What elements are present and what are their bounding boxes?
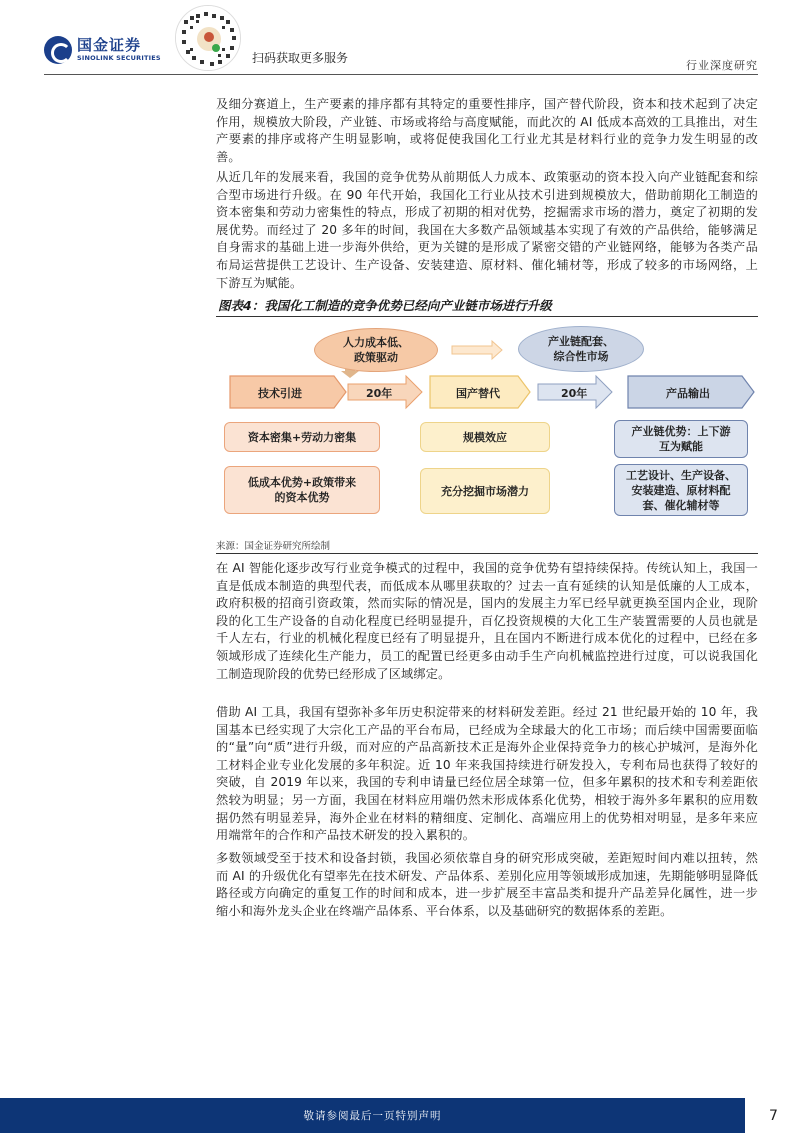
- mid-box-2-text: 充分挖掘市场潜力: [441, 484, 529, 498]
- arrow2-label: 20年: [561, 387, 588, 400]
- top-left-oval-text: 人力成本低、 政策驱动: [343, 336, 409, 364]
- logo-cn-text: 国金证券: [77, 36, 142, 55]
- logo-icon: [44, 36, 72, 64]
- right-box-1: [614, 420, 748, 458]
- right-box-1-text: 产业链优势：上下游 互为赋能: [631, 425, 731, 453]
- arrow1-label: 20年: [366, 387, 393, 400]
- stage2-label: 国产替代: [456, 387, 500, 400]
- left-box-1: [224, 422, 380, 452]
- top-right-oval: [518, 326, 644, 372]
- scan-service-text: 扫码获取更多服务: [252, 51, 349, 65]
- page-footer: [0, 1098, 802, 1133]
- paragraph-4: 借助 AI 工具，我国有望弥补多年历史积淀带来的材料研发差距。经过 21 世纪最开始的 10 年，我国基本已经实现了大宗化工产品的平台布局，已经成为全球最大的化工市场；而后续中国需要面临的“量”向“质”进行升级，而对应的产品高新技术正是海外企业保持竞争力的核心护城河，是海外化工材料企业专业化发展的多年积淀。近 10 年来我国持续进行研发投入，专利布局也获得了较好的突破，自 2019 年以来，我国的专利申请量已经位居全球第一位，但多年累积的技术和专利差距依然较为明显；另一方面，我国在材料应用端仍然未形成体系化优势，相较于海外多年累积的应用数据仍然有明显差异，海外企业在材料的精细度、定制化、高端应用上的优势相对明显，是多年来应用端常年的合作和产品技术研发的投入累积的。: [216, 705, 758, 843]
- mid-box-2: [420, 468, 550, 514]
- figure-source: 来源：国金证券研究所绘制: [216, 541, 331, 552]
- stage3-label: 产品输出: [666, 387, 710, 400]
- disclaimer-text[interactable]: 敬请参阅最后一页特别声明: [303, 1110, 442, 1122]
- page-number: 7: [769, 1107, 778, 1124]
- page-header: [0, 0, 802, 80]
- right-box-2: [614, 464, 748, 516]
- competitive-advantage-diagram: [216, 318, 758, 536]
- qr-code-icon[interactable]: [175, 5, 241, 71]
- stage1-label: 技术引进: [258, 387, 302, 400]
- top-right-oval-text: 产业链配套、 综合性市场: [548, 335, 614, 363]
- mid-box-1-text: 规模效应: [463, 430, 507, 444]
- mid-box-1: [420, 422, 550, 452]
- footer-bar: [0, 1098, 745, 1133]
- source-divider: [216, 553, 758, 554]
- figure-title-divider: [216, 316, 758, 317]
- figure-title: 图表4：我国化工制造的竞争优势已经向产业链市场进行升级: [218, 298, 552, 313]
- logo-en-text: SINOLINK SECURITIES: [77, 54, 161, 63]
- paragraph-3: 在 AI 智能化逐步改写行业竞争模式的过程中，我国的竞争优势有望持续保持。传统认知上，我国一直是低成本制造的典型代表，而低成本从哪里获取的？过去一直有延续的认知是低廉的人工成本，政府积极的招商引资政策，然而实际的情况是，国内的发展主力军已经早就更换至国内企业，现阶段的化工生产设备的自动化程度已经明显提升，百亿投资规模的大化工生产装置需要的人员也就是千人左右，行业的机械化程度已经有了明显提升，且在国内不断进行成本优化的过程中，已经在多领域形成了连续化生产能力，员工的配置已经更多由动手生产向机械监控进行过度，可以说我国化工制造现阶段的优势已经形成了区域绑定。: [216, 561, 758, 681]
- left-box-2: [224, 466, 380, 514]
- left-box-1-text: 资本密集+劳动力密集: [247, 430, 357, 444]
- left-box-2-text: 低成本优势+政策带来 的资本优势: [247, 476, 357, 504]
- report-type-label: 行业深度研究: [686, 59, 758, 72]
- paragraph-5: 多数领域受至于技术和设备封锁，我国必须依靠自身的研究形成突破，差距短时间内难以扭转，然而 AI 的升级优化有望率先在技术研发、产品体系、差别化应用等领域形成加速，先期能够明显降低路径或方向确定的重复工作的时间和成本，进一步扩展至丰富品类和提升产品差异化属性，进一步缩小和海外龙头企业在终端产品体系、平台体系，以及基础研究的数据体系的差距。: [216, 851, 758, 918]
- top-arrow: [452, 341, 502, 359]
- paragraph-2: 从近几年的发展来看，我国的竞争优势从前期低人力成本、政策驱动的资本投入向产业链配套和综合型市场进行升级。在 90 年代开始，我国化工行业从技术引进到规模放大，借助前期化工制造的资本密集和劳动力密集性的特点，形成了初期的相对优势，挖掘需求市场的潜力，奠定了初期的发展优势。而经过了 20 多年的时间，我国在大多数产品领域基本实现了有效的产品供给，能够满足自身需求的基础上进一步海外供给，更为关键的是形成了紧密交错的产业链网络，能够为各类产品布局运营提供工艺设计、生产设备、安装建造、原材料、催化辅材等，形成了较多的市场网络，上下游互为赋能。: [216, 170, 758, 290]
- paragraph-1: 及细分赛道上，生产要素的排序都有其特定的重要性排序，国产替代阶段，资本和技术起到了决定作用，规模放大阶段，产业链、市场或将给与高度赋能，而此次的 AI 低成本高效的工具推出，对生产要素的排序或将产生明显影响，或将促使我国化工行业尤其是材料行业的竞争力发生明显的改善。: [216, 97, 758, 164]
- header-divider: [44, 74, 758, 75]
- company-logo: [44, 36, 161, 64]
- top-left-oval: [314, 328, 438, 372]
- right-box-2-text: 工艺设计、生产设备、 安装建造、原材料配 套、催化辅材等: [626, 468, 736, 512]
